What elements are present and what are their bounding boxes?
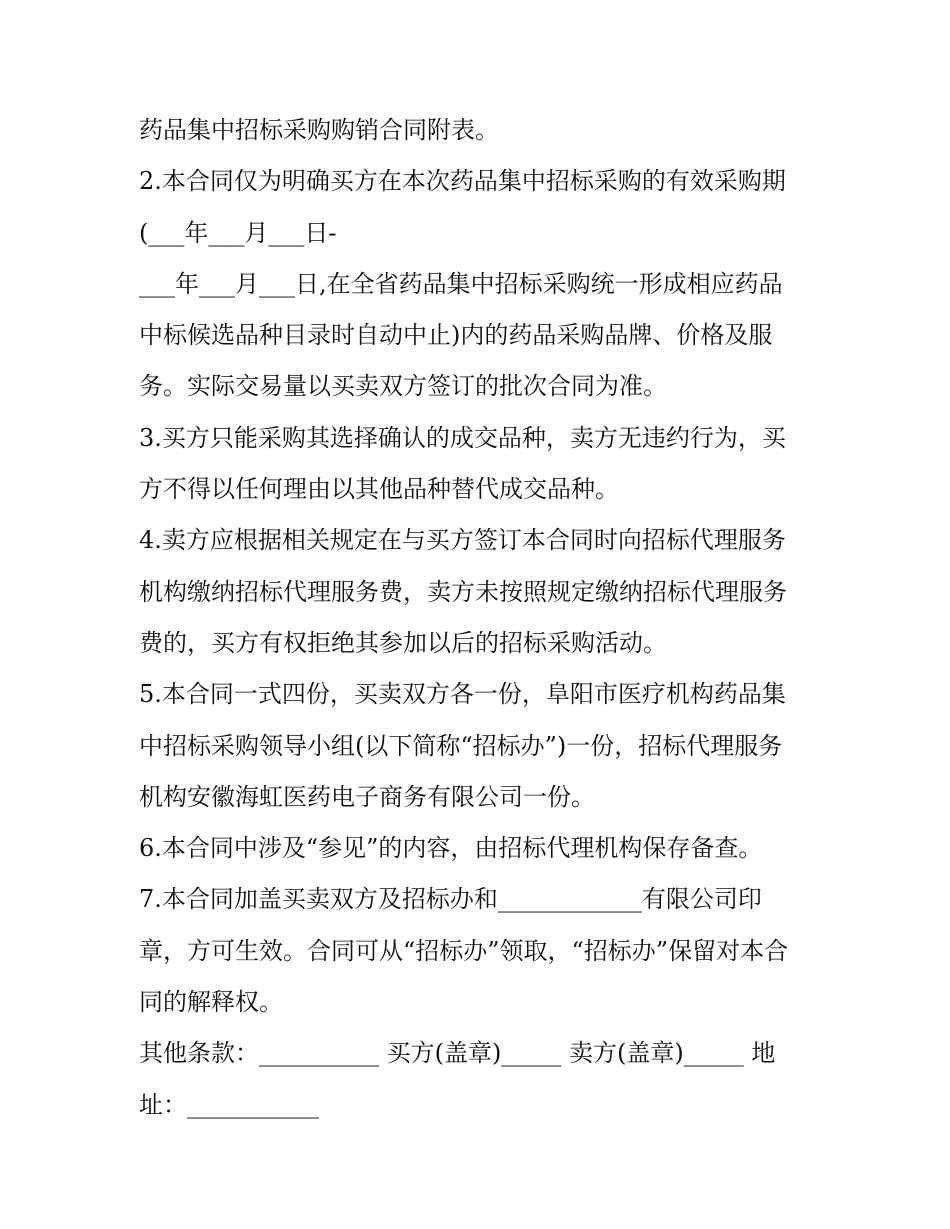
text-line-18: 同的解释权。 bbox=[139, 988, 283, 1017]
text-line-20: 址：___________ bbox=[139, 1090, 319, 1119]
text-line-16: 7.本合同加盖买卖双方及招标办和____________有限公司印 bbox=[139, 885, 762, 914]
text-line-6: 务。实际交易量以买卖双方签订的批次合同为准。 bbox=[139, 372, 667, 401]
text-line-12: 5.本合同一式四份，买卖双方各一份，阜阳市医疗机构药品集 bbox=[139, 680, 786, 709]
text-line-13: 中招标采购领导小组(以下简称“招标办”)一份，招标代理服务 bbox=[139, 731, 783, 760]
contract-text-body bbox=[139, 105, 819, 1131]
text-line-15: 6.本合同中涉及“参见”的内容，由招标代理机构保存备查。 bbox=[139, 834, 763, 863]
text-line-9: 4.卖方应根据相关规定在与买方签订本合同时向招标代理服务 bbox=[139, 526, 786, 555]
text-line-10: 机构缴纳招标代理服务费，卖方未按照规定缴纳招标代理服务 bbox=[139, 577, 787, 606]
text-line-5: 中标候选品种目录时自动中止)内的药品采购品牌、价格及服 bbox=[139, 321, 773, 350]
text-line-19: 其他条款：__________ 买方(盖章)_____ 卖方(盖章)_____ 地 bbox=[139, 1039, 776, 1068]
text-line-14: 机构安徽海虹医药电子商务有限公司一份。 bbox=[139, 782, 595, 811]
text-line-3: (___年___月___日- bbox=[139, 218, 337, 247]
text-line-4: ___年___月___日,在全省药品集中招标采购统一形成相应药品 bbox=[139, 269, 783, 298]
text-line-11: 费的，买方有权拒绝其参加以后的招标采购活动。 bbox=[139, 628, 667, 657]
text-line-8: 方不得以任何理由以其他品种替代成交品种。 bbox=[139, 475, 619, 504]
text-line-17: 章，方可生效。合同可从“招标办”领取，“招标办”保留对本合 bbox=[139, 936, 789, 965]
text-line-2: 2.本合同仅为明确买方在本次药品集中招标采购的有效采购期 bbox=[139, 167, 786, 196]
text-line-1: 药品集中招标采购购销合同附表。 bbox=[139, 116, 499, 144]
text-line-7: 3.买方只能采购其选择确认的成交品种，卖方无违约行为，买 bbox=[139, 423, 786, 452]
